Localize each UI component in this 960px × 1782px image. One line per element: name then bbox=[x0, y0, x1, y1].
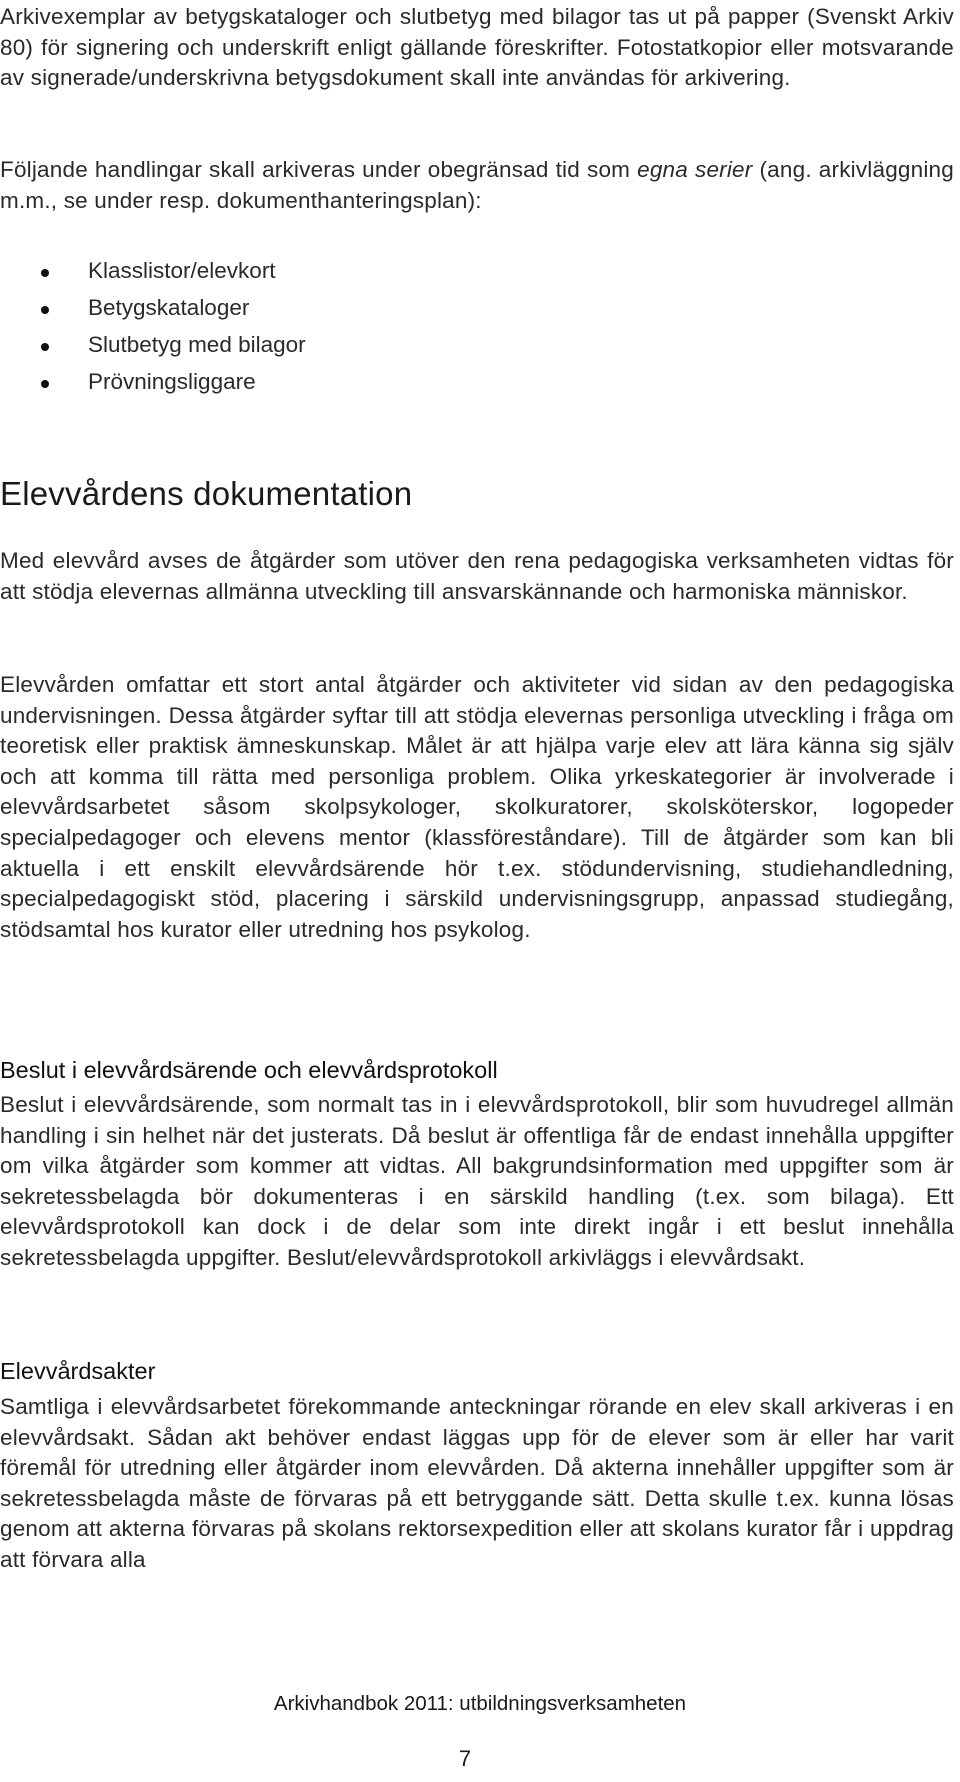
list-item: Slutbetyg med bilagor bbox=[0, 330, 306, 367]
section-heading: Elevvårdens dokumentation bbox=[0, 475, 413, 512]
intro-paragraph-2 bbox=[0, 155, 954, 216]
subheading-files: Elevvårdsakter bbox=[0, 1358, 156, 1384]
page-number: 7 bbox=[458, 1746, 472, 1771]
intro-paragraph-2-text-end: (ang. arkivläggning m.m., se under resp. dokumenthanteringsplan): bbox=[0, 157, 954, 213]
intro-paragraph-1: Arkivexemplar av betygskataloger och slutbetyg med bilagor tas ut på papper (Svenskt Arkiv 80) för signering och underskrift enligt gällande föreskrifter. Fotostatkopior eller motsvarande av signerade/underskrivna betygsdokument skall inte användas för arkivering. bbox=[0, 4, 954, 91]
section-paragraph-2: Elevvården omfattar ett stort antal åtgärder och aktiviteter vid sidan av den pedagogiska undervisningen. Dessa åtgärder syftar till att stödja elevernas personliga utveckling i fråga om teoretisk eller praktisk ämneskunskap. Målet är att hjälpa varje elev att lära känna sig själv och att komma till rätta med personliga problem. Olika yrkeskategorier är involverade i elevvårdsarbetet såsom skolpsykologer, skolkuratorer, skolsköterskor, logopeder specialpedagoger och elevens mentor (klassföreståndare). Till de åtgärder som kan bli aktuella i ett enskilt elevvårdsärende hör t.ex. stödundervisning, studiehandledning, specialpedagogiskt stöd, placering i särskild undervisningsgrupp, anpassad studiegång, stödsamtal hos kurator eller utredning hos psykolog. bbox=[0, 672, 954, 942]
bullet-icon bbox=[41, 306, 49, 314]
intro-paragraph-2-text: Följande handlingar skall arkiveras under obegränsad tid som bbox=[0, 157, 638, 182]
intro-paragraph-2-emphasis: egna serier bbox=[637, 157, 753, 182]
bullet-icon bbox=[41, 269, 49, 277]
footer-text: Arkivhandbok 2011: utbildningsverksamheten bbox=[273, 1692, 687, 1715]
section-paragraph-1: Med elevvård avses de åtgärder som utöver den rena pedagogiska verksamheten vidtas för att stödja elevernas allmänna utveckling till ansvarskännande och harmoniska människor. bbox=[0, 548, 954, 604]
decisions-paragraph: Beslut i elevvårdsärende, som normalt tas in i elevvårdsprotokoll, blir som huvudregel allmän handling i sin helhet när det justerats. Då beslut är offentliga får de endast innehålla uppgifter om vilka åtgärder som kommer att vidtas. All bakgrundsinformation med uppgifter som är sekretessbelagda bör dokumenteras i en särskild handling (t.ex. som bilaga). Ett elevvårdsprotokoll kan dock i de delar som inte direkt ingår i ett beslut innehålla sekretessbelagda uppgifter. Beslut/elevvårdsprotokoll arkivläggs i elevvårdsakt. bbox=[0, 1092, 954, 1270]
bullet-icon bbox=[41, 343, 49, 351]
list-item: Prövningsliggare bbox=[0, 367, 306, 404]
archive-series-list bbox=[0, 256, 306, 404]
files-paragraph: Samtliga i elevvårdsarbetet förekommande anteckningar rörande en elev skall arkiveras i en elevvårdsakt. Sådan akt behöver endast läggas upp för de elever som är eller har varit föremål för utredning eller åtgärder inom elevvården. Då akterna innehåller uppgifter som är sekretessbelagda måste de förvaras på ett betryggande sätt. Detta skulle t.ex. kunna lösas genom att akterna förvaras på skolans rektorsexpedition eller att skolans kurator får i uppdrag att förvara alla bbox=[0, 1394, 954, 1572]
list-item: Betygskataloger bbox=[0, 293, 306, 330]
bullet-icon bbox=[41, 380, 49, 388]
subheading-decisions: Beslut i elevvårdsärende och elevvårdsprotokoll bbox=[0, 1057, 498, 1083]
list-item: Klasslistor/elevkort bbox=[0, 256, 306, 293]
